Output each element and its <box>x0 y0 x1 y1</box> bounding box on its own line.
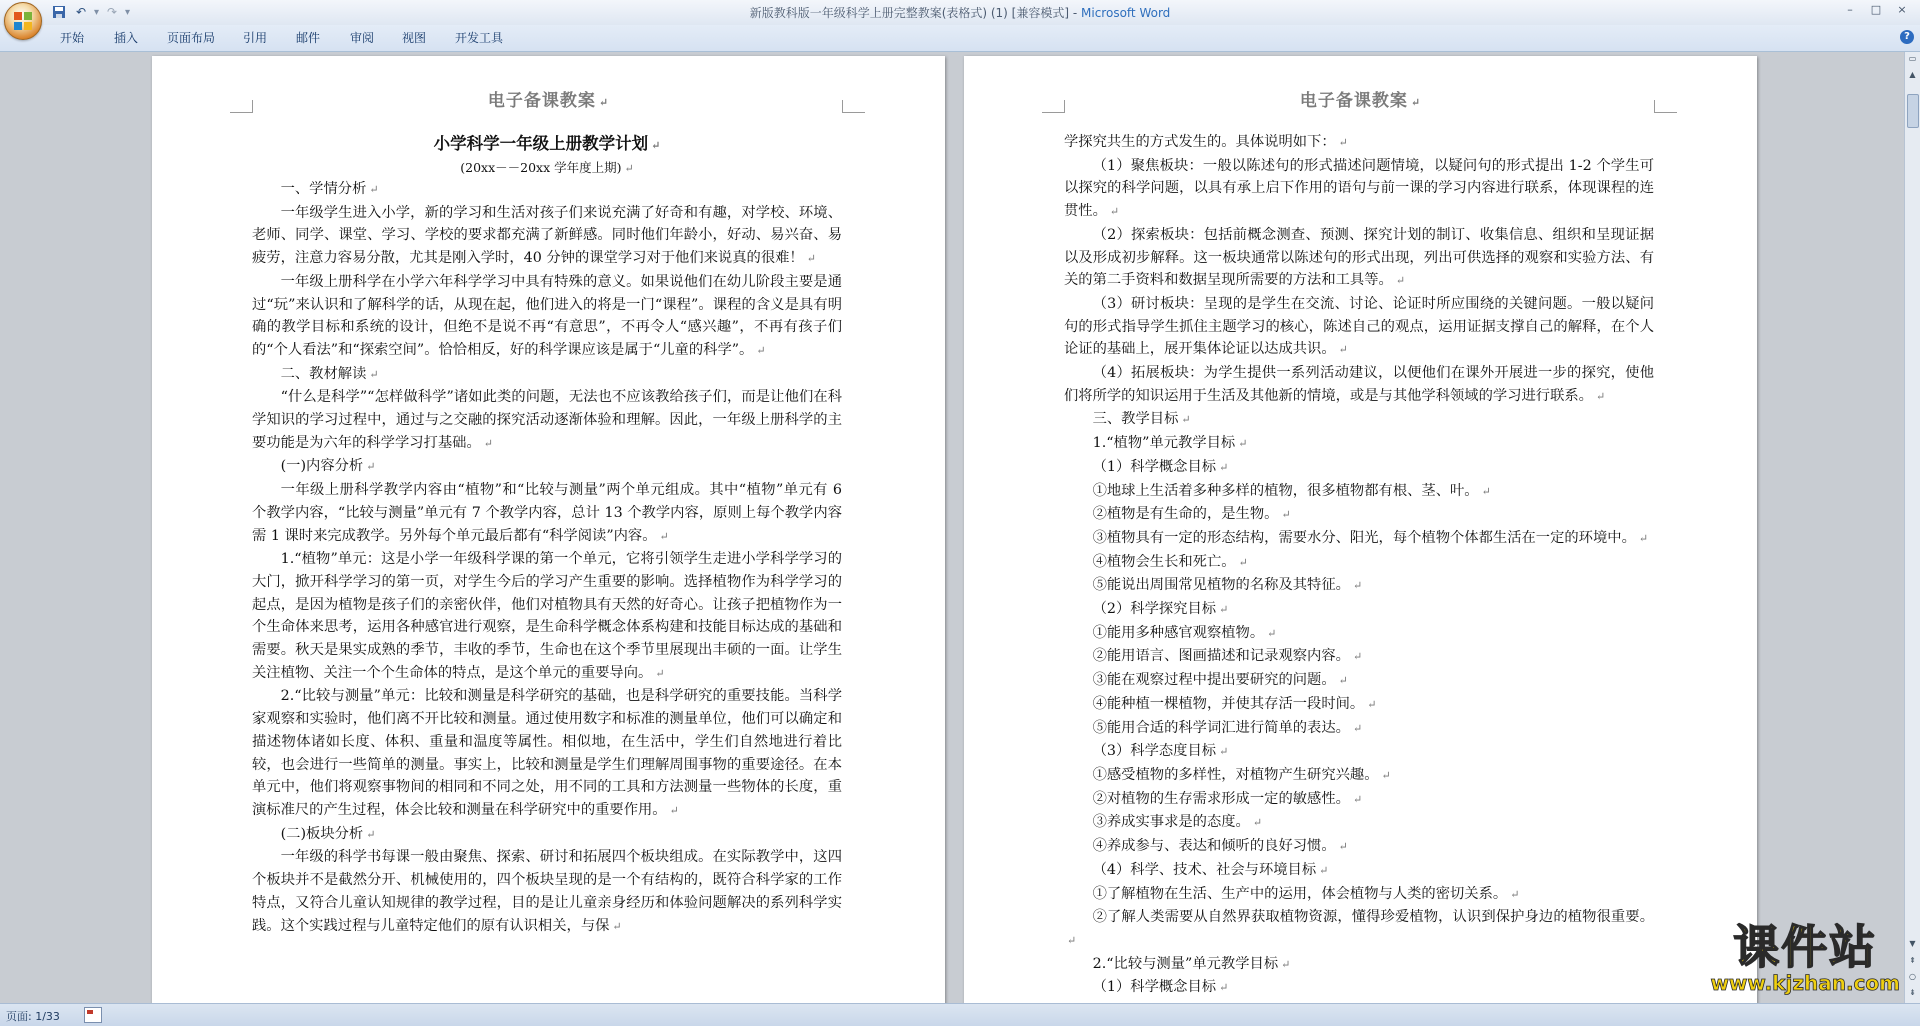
paragraph-text: 一年级的科学书每课一般由聚焦、探索、研讨和拓展四个板块组成。在实际教学中，这四个板块并不是截然分开、机械使用的，四个板块呈现的是一个有结构的，既符合科学家的工作特点，又符合儿童认知规律的教学过程，目的是让儿童亲身经历和体验问题解决的系列科学实践。这个实践过程与儿童特定他们的原有认识相关，与保 <box>252 849 842 934</box>
paragraph-text: ①能用多种感官观察植物。 <box>1092 624 1265 641</box>
paragraph-mark: ↵ <box>1338 136 1348 149</box>
page-counter[interactable]: 页面: 1/33 <box>6 1010 60 1023</box>
paragraph <box>1064 669 1654 693</box>
tab-view[interactable]: 视图 <box>402 31 427 45</box>
paragraph <box>1064 717 1654 741</box>
document-workspace[interactable] <box>0 52 1905 1003</box>
paragraph-mark: ↵ <box>1067 933 1077 947</box>
vertical-scrollbar[interactable] <box>1904 52 1920 1003</box>
paragraph-text: 学探究共生的方式发生的。具体说明如下： <box>1064 134 1336 150</box>
undo-icon[interactable]: ↶ <box>75 5 87 19</box>
paragraph-mark: ↵ <box>1338 674 1348 688</box>
tab-insert[interactable]: 插入 <box>114 31 139 45</box>
paragraph-mark: ↵ <box>1595 389 1606 403</box>
paragraph <box>252 479 842 548</box>
paragraph-text: 2.“比较与测量”单元：比较和测量是科学研究的基础，也是科学研究的重要技能。当科学家观察和实验时，他们离不开比较和测量。通过使用数字和标准的测量单位，他们可以确定和描述物体诸如长度、体积、重量和温度等属性。相似地，在生活中，学生们自然地进行着比较，也会进行一些简单的测量。事实上，比较和测量是学生们理解周围事物的重要途径。在本单元中，他们将观察事物间的相同和不同之处，用不同的工具和方法测量一些物体的长度，重演标准尺的产生过程，体会比较和测量在科学研究中的重要作用。 <box>252 688 842 818</box>
paragraph <box>1064 362 1654 408</box>
paragraph-mark: ↵ <box>369 367 379 381</box>
paragraph <box>1064 811 1654 835</box>
paragraph <box>1064 598 1654 622</box>
paragraph-text: 一年级上册科学教学内容由“植物”和“比较与测量”两个单元组成。其中“植物”单元有 6 个教学内容，“比较与测量”单元有 7 个教学内容，总计 13 个教学内容，原则上每个教学内容需 1 课时来完成教学。另外每个单元最后都有“科学阅读”内容。 <box>252 482 842 544</box>
proofing-status-icon[interactable] <box>84 1007 102 1023</box>
paragraph-mark: ↵ <box>1267 626 1277 640</box>
paragraph <box>1064 408 1654 432</box>
paragraph <box>1064 480 1654 504</box>
header-text: 电子备课教案 <box>1299 91 1408 111</box>
scroll-up-icon[interactable]: ▲ <box>1909 70 1916 79</box>
paragraph-text: ④养成参与、表达和倾听的良好习惯。 <box>1092 838 1336 855</box>
paragraph <box>1064 693 1654 717</box>
paragraph-text: ②能用语言、图画描述和记录观察内容。 <box>1092 648 1350 665</box>
paragraph <box>1064 293 1654 362</box>
paragraph <box>252 178 842 202</box>
paragraph-mark: ↵ <box>483 436 493 450</box>
paragraph-mark: ↵ <box>1352 650 1363 664</box>
paragraph-text: ③能在观察过程中提出要研究的问题。 <box>1092 672 1336 689</box>
paragraph-mark: ↵ <box>651 139 661 152</box>
paragraph <box>1064 764 1654 788</box>
paragraph <box>252 846 842 938</box>
window-title <box>0 4 1920 21</box>
paragraph-text: ①感受植物的多样性，对植物产生研究兴趣。 <box>1092 766 1379 783</box>
paragraph-mark: ↵ <box>1319 863 1329 877</box>
page-header <box>152 86 945 111</box>
paragraph-mark: ↵ <box>1219 981 1229 995</box>
document-subtitle-text: (20xx－－20xx 学年度上期) <box>460 160 622 175</box>
paragraph-mark: ↵ <box>669 803 679 817</box>
close-button[interactable]: × <box>1897 3 1907 16</box>
paragraph-mark: ↵ <box>366 827 376 841</box>
status-bar <box>0 1003 1920 1026</box>
tab-references[interactable]: 引用 <box>243 31 268 45</box>
paragraph-text: 1.“植物”单元教学目标 <box>1092 435 1236 452</box>
paragraph-mark: ↵ <box>1238 555 1248 569</box>
paragraph-text: 一、学情分析 <box>280 181 367 197</box>
paragraph <box>1064 527 1654 551</box>
office-button[interactable] <box>4 2 42 40</box>
office-logo-icon <box>12 10 34 32</box>
document-page-2[interactable] <box>964 56 1757 1003</box>
title-separator: - <box>1069 6 1082 20</box>
redo-icon[interactable]: ↷ <box>107 5 118 19</box>
minimize-button[interactable]: – <box>1847 3 1853 16</box>
paragraph-mark: ↵ <box>1395 274 1406 288</box>
paragraph-text: （1）聚焦板块：一般以陈述句的形式描述问题情境，以疑问句的形式提出 1-2 个学生可以探究的科学问题，以具有承上启下作用的语句与前一课的学习内容进行联系，体现课程的连贯性。 <box>1064 157 1654 220</box>
next-page-icon[interactable]: ⇟ <box>1909 988 1916 997</box>
paragraph-text: 一年级上册科学在小学六年科学学习中具有特殊的意义。如果说他们在幼儿阶段主要是通过“玩”来认识和了解科学的话，从现在起，他们进入的将是一门“课程”。课程的含义是具有明确的教学目标和系统的设计，但绝不是说不再“有意思”，不再令人“感兴趣”，不再有孩子们的“个人看法”和“探索空间”。恰恰相反，好的科学课应该是属于“儿童的科学”。 <box>252 273 842 358</box>
paragraph-text: ③养成实事求是的态度。 <box>1092 814 1250 831</box>
tab-home[interactable]: 开始 <box>60 31 85 45</box>
application-name: Microsoft Word <box>1081 6 1171 20</box>
paragraph <box>252 685 842 822</box>
paragraph-text: ①地球上生活着多种多样的植物，很多植物都有根、茎、叶。 <box>1092 482 1479 499</box>
window-controls <box>1838 2 1914 18</box>
paragraph <box>1064 224 1654 293</box>
paragraph <box>252 202 842 271</box>
paragraph-mark: ↵ <box>806 252 816 266</box>
paragraph <box>252 823 842 847</box>
paragraph-text: 2.“比较与测量”单元教学目标 <box>1092 955 1279 972</box>
paragraph-text: ④能种植一棵植物，并使其存活一段时间。 <box>1092 695 1365 712</box>
header-text: 电子备课教案 <box>487 91 596 111</box>
paragraph-text: ③植物具有一定的形态结构，需要水分、阳光，每个植物个体都生活在一定的环境中。 <box>1092 529 1636 546</box>
paragraph-mark: ↵ <box>1352 721 1363 735</box>
watermark-text: 课件站 <box>1733 920 1878 974</box>
paragraph-mark: ↵ <box>1338 840 1348 854</box>
paragraph-mark: ↵ <box>1410 96 1422 109</box>
paragraph-text: 一年级学生进入小学，新的学习和生活对孩子们来说充满了好奇和有趣，对学校、环境、老师、同学、课堂、学习、学校的要求都充满了新鲜感。同时他们年龄小，好动、易兴奋、易疲劳，注意力容易分散，尤其是刚入学时，40 分钟的课堂学习对于他们来说真的很难！ <box>252 204 842 267</box>
paragraph <box>1064 740 1654 764</box>
paragraph-mark: ↵ <box>1109 205 1120 219</box>
paragraph <box>252 455 842 479</box>
paragraph-mark: ↵ <box>1367 697 1377 711</box>
document-subtitle <box>252 159 842 178</box>
paragraph <box>252 271 842 363</box>
paragraph-text: （3）研讨板块：呈现的是学生在交流、讨论、论证时所应围绕的关键问题。一般以疑问句的形式指导学生抓住主题学习的核心，陈述自己的观点，运用证据支撑自己的解释，在个人论证的基础上，展开集体论证以达成共识。 <box>1064 295 1654 358</box>
paragraph <box>1064 859 1654 883</box>
paragraph <box>252 548 842 685</box>
paragraph-mark: ↵ <box>1238 437 1248 451</box>
paragraph <box>1064 976 1654 1000</box>
paragraph-text: （1）科学概念目标 <box>1092 458 1217 475</box>
tab-review[interactable]: 审阅 <box>350 31 375 45</box>
document-title <box>252 131 842 159</box>
paragraph-text: （3）科学态度目标 <box>1092 743 1217 760</box>
paragraph <box>1064 131 1654 155</box>
paragraph <box>1064 456 1654 480</box>
scroll-down-icon[interactable]: ▼ <box>1909 939 1916 948</box>
paragraph-mark: ↵ <box>1638 531 1649 545</box>
paragraph-mark: ↵ <box>1352 792 1363 806</box>
undo-dropdown-icon[interactable]: ▾ <box>94 6 100 18</box>
site-watermark <box>1710 922 1900 994</box>
paragraph <box>1064 551 1654 575</box>
paragraph-mark: ↵ <box>756 343 766 357</box>
page-body[interactable] <box>252 131 842 938</box>
paragraph-text: (一)内容分析 <box>280 458 364 475</box>
paragraph-text: ②对植物的生存需求形成一定的敏感性。 <box>1092 790 1350 807</box>
previous-page-icon[interactable]: ⇞ <box>1909 956 1916 965</box>
paragraph-text: ①了解植物在生活、生产中的运用，体会植物与人类的密切关系。 <box>1092 885 1508 902</box>
paragraph <box>1064 503 1654 527</box>
paragraph-text: (二)板块分析 <box>280 825 364 842</box>
paragraph-text: 三、教学目标 <box>1092 411 1179 428</box>
scroll-thumb[interactable] <box>1907 94 1919 128</box>
paragraph-mark: ↵ <box>1510 887 1520 901</box>
paragraph <box>1064 645 1654 669</box>
paragraph-mark: ↵ <box>1481 484 1491 498</box>
paragraph <box>1064 906 1654 952</box>
paragraph-mark: ↵ <box>1338 343 1348 357</box>
paragraph <box>252 363 842 387</box>
tab-mailings[interactable]: 邮件 <box>296 31 321 45</box>
document-title-text: 小学科学一年级上册教学计划 <box>433 134 649 153</box>
paragraph-mark: ↵ <box>655 666 665 680</box>
paragraph-mark: ↵ <box>1219 603 1229 617</box>
paragraph-text: ④植物会生长和死亡。 <box>1092 553 1236 570</box>
ruler-toggle-icon[interactable]: ▭ <box>1908 54 1917 63</box>
paragraph-text: （2）探索板块：包括前概念测查、预测、探究计划的制订、收集信息、组织和呈现证据以及形成初步解释。这一板块通常以陈述句的形式出现，列出可供选择的观察和实验方法、有关的第二手资料和数据呈现所需要的方法和工具等。 <box>1064 226 1654 289</box>
document-name: 新版教科版一年级科学上册完整教案(表格式) (1) [兼容模式] <box>749 6 1070 20</box>
paragraph-mark: ↵ <box>1219 745 1229 759</box>
page-header <box>964 86 1757 111</box>
paragraph <box>252 386 842 455</box>
paragraph <box>1064 883 1654 907</box>
paragraph <box>1064 953 1654 977</box>
tab-page-layout[interactable]: 页面布局 <box>167 31 216 45</box>
paragraph-text: 1.“植物”单元：这是小学一年级科学课的第一个单元，它将引领学生走进小学科学学习的大门，掀开科学学习的第一页，对学生今后的学习产生重要的影响。选择植物作为科学学习的起点，是因为植物是孩子们的亲密伙伴，他们对植物具有天然的好奇心。让孩子把植物作为一个生命体来思考，运用各种感官进行观察，是生命科学概念体系构建和技能目标达成的基础和需要。秋天是果实成熟的季节，丰收的季节，生命也在这个季节里展现出丰硕的一面。让学生关注植物、关注一个个生命体的特点，是这个单元的重要导向。 <box>252 551 842 681</box>
paragraph <box>1064 574 1654 598</box>
paragraph-mark: ↵ <box>659 529 669 543</box>
paragraph-text: “什么是科学”“怎样做科学”诸如此类的问题，无法也不应该教给孩子们，而是让他们在科学知识的学习过程中，通过与之交融的探究活动逐渐体验和理解。因此，一年级上册科学的主要功能是为六年的科学学习打基础。 <box>252 389 842 451</box>
paragraph-mark: ↵ <box>1181 413 1191 427</box>
paragraph <box>1064 432 1654 456</box>
maximize-button[interactable]: □ <box>1870 3 1882 16</box>
paragraph <box>1064 622 1654 646</box>
paragraph-mark: ↵ <box>624 162 634 175</box>
paragraph <box>1064 788 1654 812</box>
paragraph <box>1064 835 1654 859</box>
paragraph-text: ②植物是有生命的，是生物。 <box>1092 506 1279 523</box>
paragraph-text: （1）科学概念目标 <box>1092 979 1217 996</box>
help-icon[interactable]: ? <box>1900 30 1914 44</box>
paragraph-mark: ↵ <box>598 96 610 109</box>
paragraph-text: ②了解人类需要从自然界获取植物资源，懂得珍爱植物，认识到保护身边的植物很重要。 <box>1092 909 1654 926</box>
page-body[interactable] <box>1064 131 1654 1000</box>
paragraph <box>1064 155 1654 224</box>
paragraph-mark: ↵ <box>369 183 379 196</box>
title-bar <box>0 0 1920 26</box>
paragraph-mark: ↵ <box>366 460 376 474</box>
paragraph-mark: ↵ <box>1281 957 1291 971</box>
paragraph-mark: ↵ <box>1381 768 1391 782</box>
paragraph-text: （4）拓展板块：为学生提供一系列活动建议，以便他们在课外开展进一步的探究，使他们将所学的知识运用于生活及其他新的情境，或是与其他学科领域的学习进行联系。 <box>1064 365 1654 404</box>
paragraph-text: 二、教材解读 <box>280 365 367 382</box>
ribbon-tabs <box>0 25 1920 52</box>
paragraph-mark: ↵ <box>1352 579 1363 593</box>
customize-qat-icon[interactable]: ▾ <box>125 6 131 18</box>
paragraph-text: （4）科学、技术、社会与环境目标 <box>1092 861 1317 878</box>
paragraph-mark: ↵ <box>1281 508 1291 522</box>
paragraph-text: （2）科学探究目标 <box>1092 601 1217 618</box>
paragraph-mark: ↵ <box>612 919 622 933</box>
watermark-url: www.kjzhan.com <box>1710 971 1900 995</box>
select-browse-object-icon[interactable]: ○ <box>1909 972 1916 981</box>
paragraph-text: ⑤能说出周围常见植物的名称及其特征。 <box>1092 577 1350 594</box>
paragraph-mark: ↵ <box>1252 816 1263 830</box>
document-page-1[interactable] <box>152 56 945 1003</box>
tab-developer[interactable]: 开发工具 <box>455 31 504 45</box>
paragraph-text: ⑤能用合适的科学词汇进行简单的表达。 <box>1092 719 1350 736</box>
paragraph-mark: ↵ <box>1219 460 1229 474</box>
